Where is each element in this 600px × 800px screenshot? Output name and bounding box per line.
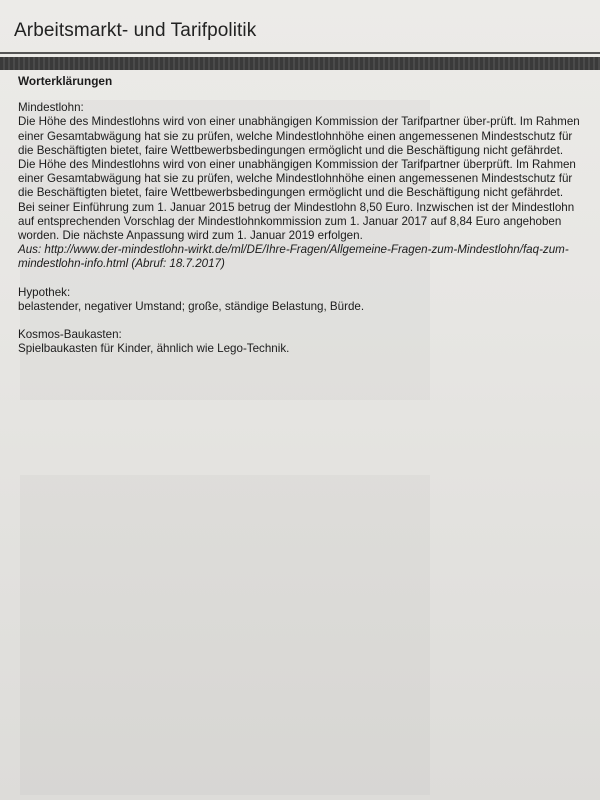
header-rule bbox=[0, 52, 600, 54]
glossary-term: Kosmos-Baukasten: bbox=[18, 328, 122, 342]
glossary-definition: Bei seiner Einführung zum 1. Januar 2015 betrug der Mindestlohn 8,50 Euro. Inzwischen ist der Mindestlohn auf entsprechenden Vorschlag der Mindestlohnkommission zum 1. Januar 2017 auf 8,84 Euro angehoben worden. Die nächste Anpassung wird zum 1. Januar 2019 erfolgen. bbox=[18, 200, 575, 243]
bleed-through-chart-area-bottom bbox=[20, 475, 430, 795]
glossary-term: Hypothek: bbox=[18, 285, 71, 299]
section-title: Worterklärungen bbox=[18, 74, 113, 88]
glossary-definition: Spielbaukasten für Kinder, ähnlich wie Lego-Technik. bbox=[18, 342, 290, 356]
source-citation: Aus: http://www.der-mindestlohn-wirkt.de/ml/DE/Ihre-Fragen/Allgemeine-Fragen-zum-Mindestlohn/faq-zum-mindestlohn-info.html (Abruf: 18.7.2017) bbox=[18, 243, 569, 271]
glossary-entry-mindestlohn bbox=[18, 101, 586, 271]
glossary-definition: belastender, negativer Umstand; große, ständige Belastung, Bürde. bbox=[18, 299, 365, 313]
glossary-definition: Die Höhe des Mindestlohns wird von einer unabhängigen Kommission der Tarifpartner überprüft. Im Rahmen einer Gesamtabwägung hat sie zu prüfen, welche Mindestlohnhöhe einen angemessenen Mindestschutz für die Beschäftigten bietet, faire Wettbewerbsbedingungen ermöglicht und die Beschäftigung nicht gefährdet. bbox=[18, 158, 576, 200]
glossary-definition: Die Höhe des Mindestlohns wird von einer unabhängigen Kommission der Tarifpartner über-prüft. Im Rahmen einer Gesamtabwägung hat sie zu prüfen, welche Mindestlohnhöhe einen angemessenen Mindestschutz für die Beschäftigten bietet, faire Wettbewerbsbedingungen ermöglicht und die Beschäftigung nicht gefährdet. bbox=[18, 115, 580, 157]
glossary-term: Mindestlohn: bbox=[18, 101, 84, 115]
glossary-entry-kosmos-baukasten bbox=[18, 328, 586, 356]
glossary-content bbox=[18, 74, 586, 356]
header-bar bbox=[0, 57, 600, 70]
glossary-entry-hypothek bbox=[18, 286, 586, 314]
page-header-title: Arbeitsmarkt- und Tarifpolitik bbox=[14, 20, 257, 41]
